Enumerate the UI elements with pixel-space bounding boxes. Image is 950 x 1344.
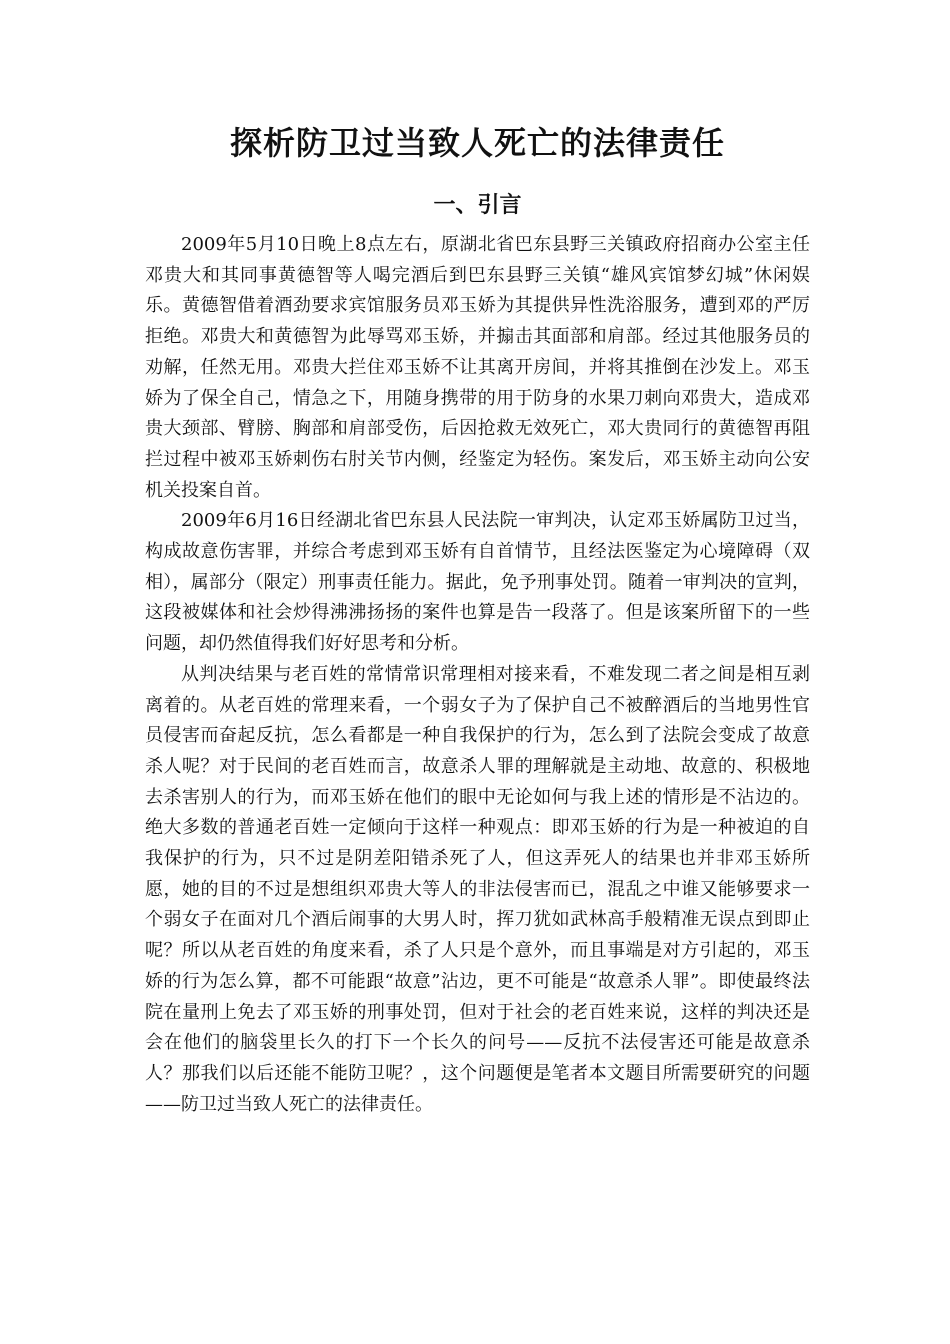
paragraph-1: 2009年5月10日晚上8点左右，原湖北省巴东县野三关镇政府招商办公室主任邓贵大和其同事黄德智等人喝完酒后到巴东县野三关镇“雄风宾馆梦幻城”休闲娱乐。黄德智借着酒劲要求宾馆服务员邓玉娇为其提供异性洗浴服务，遭到邓的严厉拒绝。邓贵大和黄德智为此辱骂邓玉娇，并搧击其面部和肩部。经过其他服务员的劝解，任然无用。邓贵大拦住邓玉娇不让其离开房间，并将其推倒在沙发上。邓玉娇为了保全自己，情急之下，用随身携带的用于防身的水果刀刺向邓贵大，造成邓贵大颈部、臂膀、胸部和肩部受伤，后因抢救无效死亡，邓大贵同行的黄德智再阻拦过程中被邓玉娇刺伤右肘关节内侧，经鉴定为轻伤。案发后，邓玉娇主动向公安机关投案自首。 — [145, 234, 810, 501]
paragraph-2: 2009年6月16日经湖北省巴东县人民法院一审判决，认定邓玉娇属防卫过当，构成故意伤害罪，并综合考虑到邓玉娇有自首情节，且经法医鉴定为心境障碍（双相），属部分（限定）刑事责任能力。据此，免予刑事处罚。随着一审判决的宣判，这段被媒体和社会炒得沸沸扬扬的案件也算是告一段落了。但是该案所留下的一些问题，却仍然值得我们好好思考和分析。 — [145, 510, 810, 655]
document-page — [145, 118, 810, 1120]
section-heading: 一、引言 — [433, 193, 522, 218]
document-title: 探析防卫过当致人死亡的法律责任 — [229, 124, 725, 162]
paragraph-3: 从判决结果与老百姓的常情常识常理相对接来看，不难发现二者之间是相互剥离着的。从老百姓的常理来看，一个弱女子为了保护自己不被醉酒后的当地男性官员侵害而奋起反抗，怎么看都是一种自我保护的行为，怎么到了法院会变成了故意杀人呢？对于民间的老百姓而言，故意杀人罪的理解就是主动地、故意的、积极地去杀害别人的行为，而邓玉娇在他们的眼中无论如何与我上述的情形是不沾边的。绝大多数的普通老百姓一定倾向于这样一种观点：即邓玉娇的行为是一种被迫的自我保护的行为，只不过是阴差阳错杀死了人，但这弄死人的结果也并非邓玉娇所愿，她的目的不过是想组织邓贵大等人的非法侵害而已，混乱之中谁又能够要求一个弱女子在面对几个酒后闹事的大男人时，挥刀犹如武林高手般精准无误点到即止呢？所以从老百姓的角度来看，杀了人只是个意外，而且事端是对方引起的，邓玉娇的行为怎么算，都不可能跟“故意”沾边，更不可能是“故意杀人罪”。即使最终法院在量刑上免去了邓玉娇的刑事处罚，但对于社会的老百姓来说，这样的判决还是会在他们的脑袋里长久的打下一个长久的问号——反抗不法侵害还可能是故意杀人？那我们以后还能不能防卫呢？，这个问题便是笔者本文题目所需要研究的问题——防卫过当致人死亡的法律责任。 — [145, 663, 810, 1115]
